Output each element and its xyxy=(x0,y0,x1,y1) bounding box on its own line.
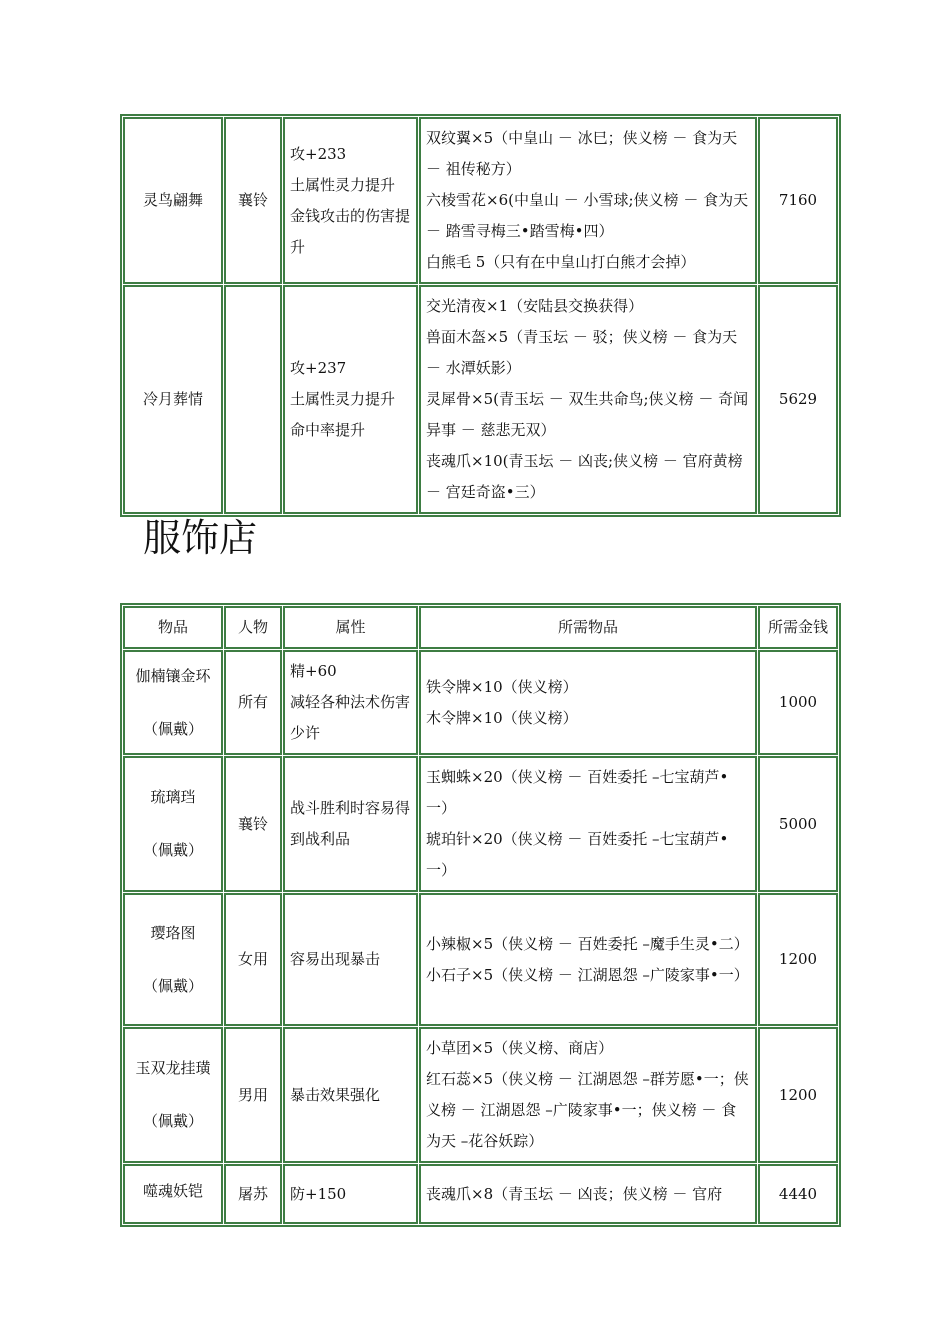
item-type: （佩戴） xyxy=(142,841,203,859)
attribute-line: 精+60 xyxy=(290,662,337,680)
attributes-cell xyxy=(283,117,418,284)
header-item: 物品 xyxy=(123,606,223,649)
item-name: 璎珞图 xyxy=(150,923,196,942)
item-name-cell xyxy=(123,893,223,1026)
table-row xyxy=(123,893,838,1026)
materials-cell xyxy=(419,1027,757,1163)
materials-cell xyxy=(419,756,757,892)
material-line: 小石子×5（侠义榜 － 江湖恩怨 –广陵家事•一） xyxy=(426,965,749,984)
section-title: 服饰店 xyxy=(143,516,258,560)
table-row xyxy=(123,285,838,514)
attributes-cell xyxy=(283,893,418,1026)
material-line: 双纹翼×5（中皇山 － 冰巳；侠义榜 － 食为天 － 祖传秘方） xyxy=(426,129,738,178)
item-type: （佩戴） xyxy=(142,719,203,738)
materials-cell xyxy=(419,650,757,755)
attribute-line: 攻+237 xyxy=(290,359,347,377)
item-type: （佩戴） xyxy=(142,976,203,995)
material-line: 丧魂爪×8（青玉坛 － 凶丧；侠义榜 － 官府 xyxy=(426,1184,723,1203)
character-cell: 襄铃 xyxy=(224,117,282,284)
header-materials: 所需物品 xyxy=(419,606,757,649)
cost-cell: 1200 xyxy=(758,893,838,1026)
clothing-shop-table xyxy=(120,603,841,1227)
item-name: 噬魂妖铠 xyxy=(123,1164,223,1224)
material-line: 丧魂爪×10(青玉坛 － 凶丧;侠义榜 － 官府黄榜 － 宫廷奇盗•三） xyxy=(426,452,743,501)
item-name: 灵鸟翩舞 xyxy=(123,117,223,284)
attributes-cell xyxy=(283,650,418,755)
materials-cell xyxy=(419,285,757,514)
character-cell xyxy=(224,285,282,514)
material-line: 白熊毛 5（只有在中皇山打白熊才会掉） xyxy=(426,253,696,271)
attribute-line: 土属性灵力提升 xyxy=(290,175,396,194)
material-line: 玉蜘蛛×20（侠义榜 － 百姓委托 –七宝葫芦•一） xyxy=(426,768,729,817)
header-attributes: 属性 xyxy=(283,606,418,649)
material-line: 灵犀骨×5(青玉坛 － 双生共命鸟;侠义榜 － 奇闻异事 － 慈悲无双） xyxy=(426,390,749,439)
cost-cell: 5629 xyxy=(758,285,838,514)
materials-cell xyxy=(419,117,757,284)
material-line: 小辣椒×5（侠义榜 － 百姓委托 –魔手生灵•二） xyxy=(426,934,749,953)
table-row xyxy=(123,1027,838,1163)
cost-cell: 1000 xyxy=(758,650,838,755)
material-line: 铁令牌×10（侠义榜） xyxy=(426,677,578,696)
material-line: 红石蕊×5（侠义榜 － 江湖恩怨 –群芳愿•一；侠义榜 － 江湖恩怨 –广陵家事•一；侠义榜 － 食为天 –花谷妖踪） xyxy=(426,1070,749,1150)
attributes-cell xyxy=(283,1027,418,1163)
attribute-line: 战斗胜利时容易得到战利品 xyxy=(290,799,411,848)
item-name-cell xyxy=(123,1027,223,1163)
item-name: 琉璃珰 xyxy=(150,788,196,806)
material-line: 六棱雪花×6(中皇山 － 小雪球;侠义榜 － 食为天 － 踏雪寻梅三•踏雪梅•四） xyxy=(426,191,749,240)
attribute-line: 暴击效果强化 xyxy=(290,1085,381,1104)
item-type: （佩戴） xyxy=(142,1112,203,1130)
materials-cell xyxy=(419,1164,757,1224)
character-cell: 女用 xyxy=(224,893,282,1026)
header-cost: 所需金钱 xyxy=(758,606,838,649)
attribute-line: 防+150 xyxy=(290,1184,347,1203)
item-name: 玉双龙挂璜 xyxy=(135,1059,211,1077)
character-cell: 男用 xyxy=(224,1027,282,1163)
header-character: 人物 xyxy=(224,606,282,649)
attribute-line: 金钱攻击的伤害提升 xyxy=(290,206,411,256)
character-cell: 屠苏 xyxy=(224,1164,282,1224)
cost-cell: 4440 xyxy=(758,1164,838,1224)
weapon-table-continued xyxy=(120,114,841,517)
table-header-row xyxy=(123,606,838,649)
table-row xyxy=(123,650,838,755)
cost-cell: 1200 xyxy=(758,1027,838,1163)
item-name-cell xyxy=(123,756,223,892)
material-line: 琥珀针×20（侠义榜 － 百姓委托 –七宝葫芦•一） xyxy=(426,830,729,879)
material-line: 小草团×5（侠义榜、商店） xyxy=(426,1039,614,1057)
attribute-line: 减轻各种法术伤害少许 xyxy=(290,693,411,742)
attribute-line: 命中率提升 xyxy=(290,421,366,439)
materials-cell xyxy=(419,893,757,1026)
cost-cell: 7160 xyxy=(758,117,838,284)
item-name: 伽楠镶金环 xyxy=(135,666,211,685)
character-cell: 所有 xyxy=(224,650,282,755)
attribute-line: 攻+233 xyxy=(290,144,347,163)
attribute-line: 容易出现暴击 xyxy=(290,950,381,968)
material-line: 木令牌×10（侠义榜） xyxy=(426,708,578,727)
character-cell: 襄铃 xyxy=(224,756,282,892)
table-row xyxy=(123,756,838,892)
attributes-cell xyxy=(283,756,418,892)
item-name: 冷月葬情 xyxy=(123,285,223,514)
cost-cell: 5000 xyxy=(758,756,838,892)
table-row xyxy=(123,1164,838,1224)
table-row xyxy=(123,117,838,284)
item-name-cell xyxy=(123,650,223,755)
attributes-cell xyxy=(283,285,418,514)
attribute-line: 土属性灵力提升 xyxy=(290,390,396,408)
material-line: 兽面木盔×5（青玉坛 － 驳；侠义榜 － 食为天 － 水潭妖影） xyxy=(426,328,738,377)
attributes-cell xyxy=(283,1164,418,1224)
material-line: 交光清夜×1（安陆县交换获得） xyxy=(426,297,644,315)
